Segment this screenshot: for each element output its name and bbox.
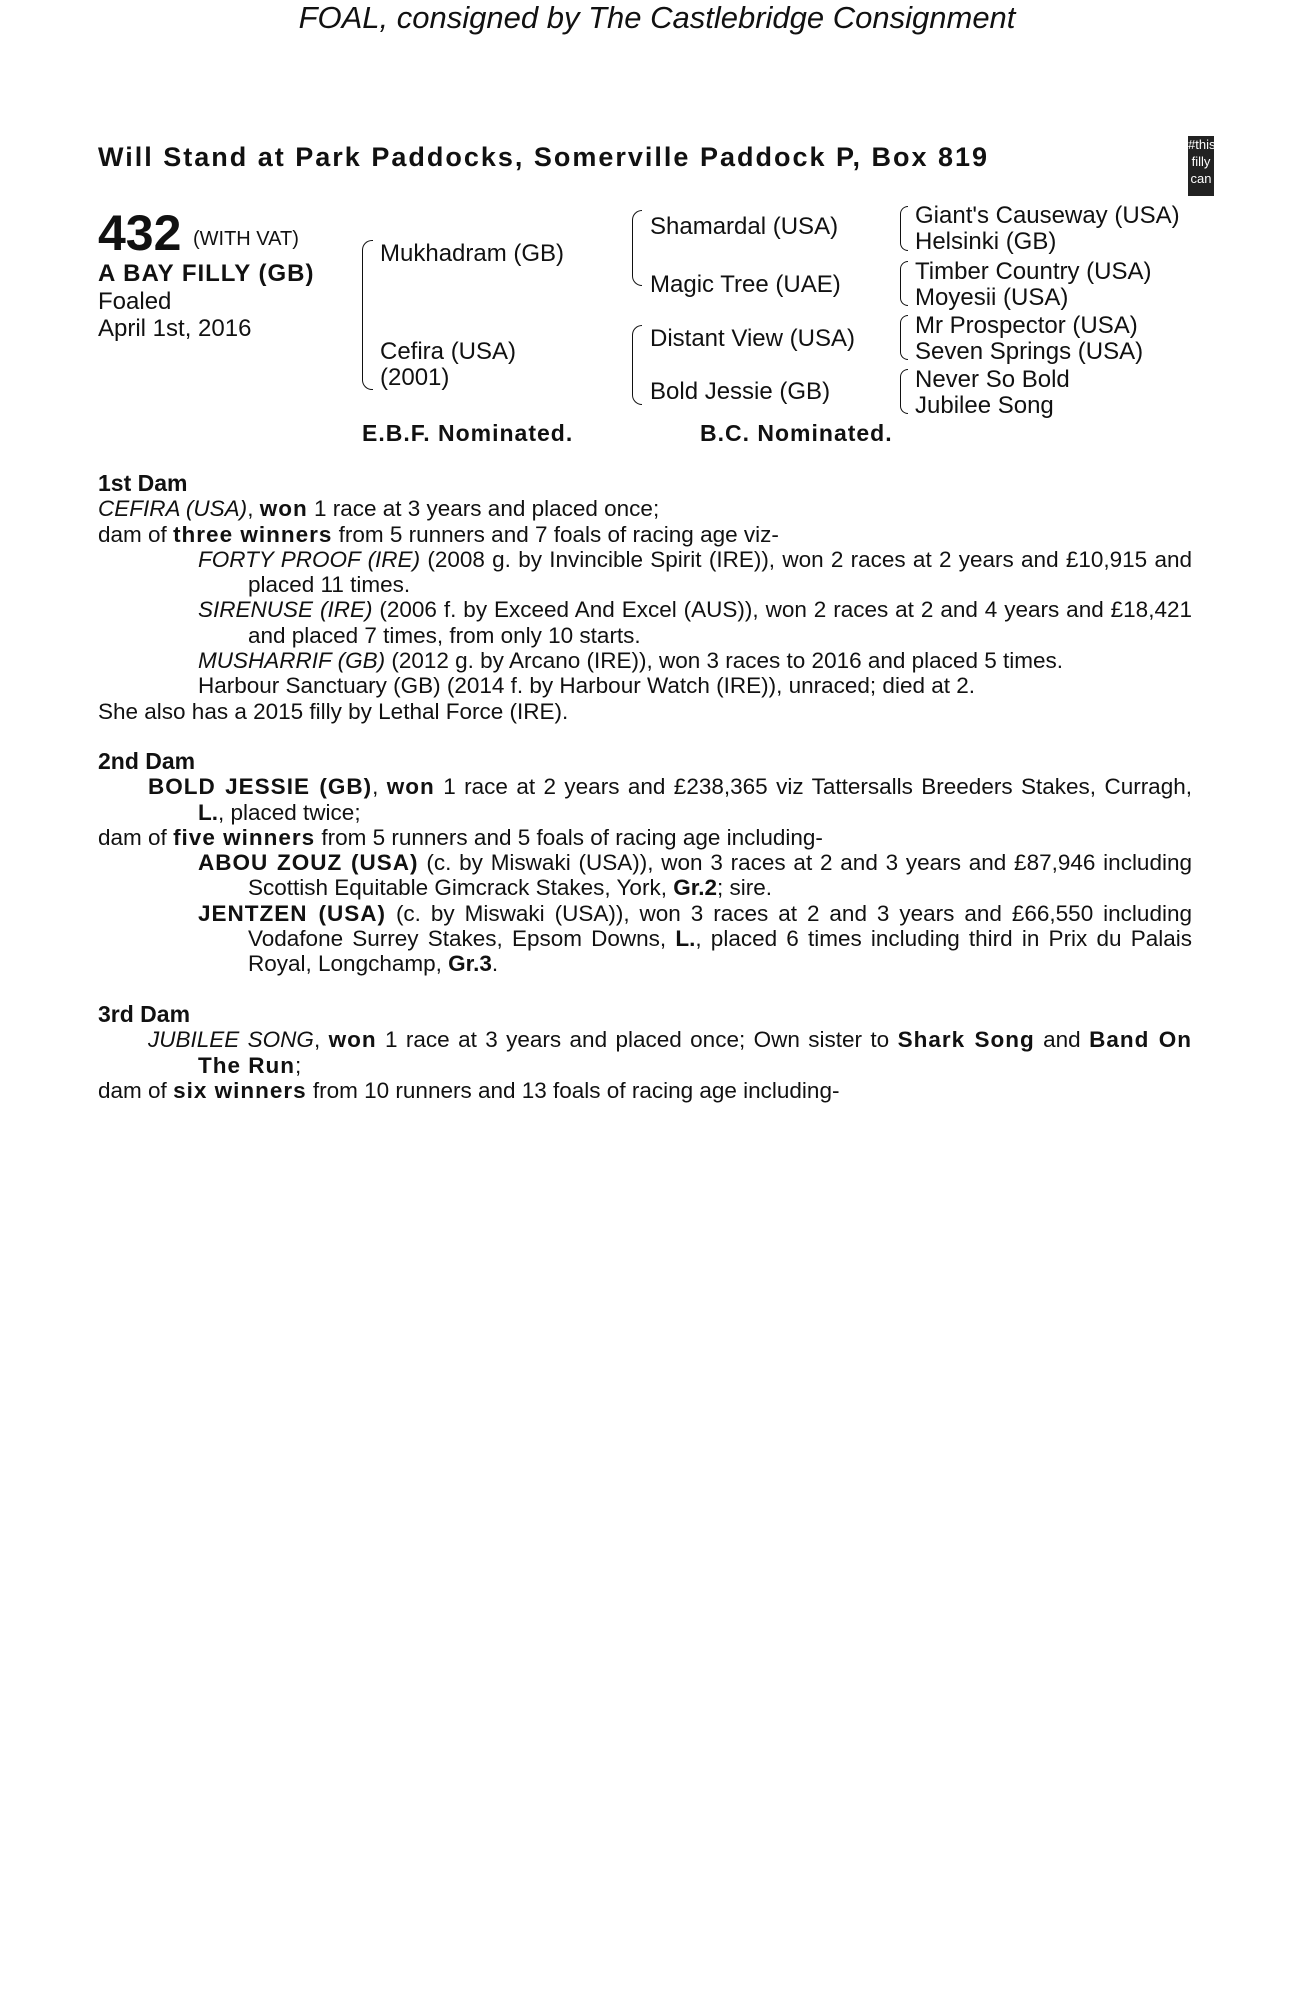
first-dam-record: CEFIRA (USA), won 1 race at 3 years and placed once; bbox=[98, 496, 660, 522]
dam-name: Cefira (USA) bbox=[380, 338, 517, 365]
second-dam-heading: 2nd Dam bbox=[98, 748, 196, 774]
ebf-nominated: E.B.F. Nominated. bbox=[362, 420, 574, 446]
sire-name: Mukhadram (GB) bbox=[380, 240, 565, 267]
dam-year: (2001) bbox=[380, 364, 450, 391]
progeny-entry: SIRENUSE (IRE) (2006 f. by Exceed And Excel (AUS)), won 2 races at 2 and 4 years and £18,421 and placed 7 times, from only 10 starts. bbox=[198, 597, 1192, 648]
g3-ancestor: Mr Prospector (USA) bbox=[915, 312, 1138, 339]
stand-location: Will Stand at Park Paddocks, Somerville Paddock P, Box 819 bbox=[98, 142, 990, 172]
second-dam-record: BOLD JESSIE (GB), won 1 race at 2 years and £238,365 viz Tattersalls Breeders Stakes, Curragh, L., placed twice; bbox=[148, 774, 1192, 825]
dam-dam: Bold Jessie (GB) bbox=[650, 378, 831, 405]
bc-nominated: B.C. Nominated. bbox=[700, 420, 893, 446]
progeny-note: She also has a 2015 filly by Lethal Force (IRE). bbox=[98, 698, 569, 724]
second-dam-section bbox=[98, 749, 1192, 977]
sire-sire: Shamardal (USA) bbox=[650, 213, 839, 240]
second-dam-produce-summary: dam of five winners from 5 runners and 5 foals of racing age including- bbox=[98, 824, 823, 850]
g3-bracket-1 bbox=[900, 206, 908, 251]
first-dam-section bbox=[98, 471, 1192, 724]
vat-note: (WITH VAT) bbox=[193, 228, 299, 250]
lot-number: 432 bbox=[98, 205, 182, 261]
progeny-entry: ABOU ZOUZ (USA) (c. by Miswaki (USA)), won 3 races at 2 and 3 years and £87,946 including Scottish Equitable Gimcrack Stakes, York, Gr.2; sire. bbox=[198, 850, 1192, 901]
g3-ancestor: Helsinki (GB) bbox=[915, 228, 1057, 255]
consignment-title: FOAL, consigned by The Castlebridge Consignment bbox=[298, 0, 1016, 35]
g3-bracket-2 bbox=[900, 261, 908, 306]
first-dam-heading: 1st Dam bbox=[98, 470, 188, 496]
g3-ancestor: Moyesii (USA) bbox=[915, 284, 1069, 311]
dam-parents-bracket bbox=[632, 325, 642, 405]
sire-dam-bracket bbox=[362, 240, 373, 390]
foaled-info: Foaled April 1st, 2016 bbox=[98, 288, 252, 342]
progeny-entry: FORTY PROOF (IRE) (2008 g. by Invincible Spirit (IRE)), won 2 races at 2 years and £10,915 and placed 11 times. bbox=[198, 546, 1192, 598]
progeny-entry: MUSHARRIF (GB) (2012 g. by Arcano (IRE)), won 3 races to 2016 and placed 5 times. bbox=[198, 648, 1063, 674]
g3-ancestor: Seven Springs (USA) bbox=[915, 338, 1144, 365]
g3-bracket-4 bbox=[900, 369, 908, 414]
sire-dam: Magic Tree (UAE) bbox=[650, 271, 841, 298]
progeny-entry: Harbour Sanctuary (GB) (2014 f. by Harbour Watch (IRE)), unraced; died at 2. bbox=[198, 673, 975, 699]
first-dam-produce-summary: dam of three winners from 5 runners and 7 foals of racing age viz- bbox=[98, 521, 779, 547]
g3-ancestor: Giant's Causeway (USA) bbox=[915, 202, 1180, 229]
g3-ancestor: Timber Country (USA) bbox=[915, 258, 1152, 285]
g3-ancestor: Jubilee Song bbox=[915, 392, 1054, 419]
g3-ancestor: Never So Bold bbox=[915, 366, 1070, 393]
third-dam-produce-summary: dam of six winners from 10 runners and 13 foals of racing age including- bbox=[98, 1077, 840, 1103]
third-dam-heading: 3rd Dam bbox=[98, 1001, 191, 1027]
horse-name: A BAY FILLY (GB) bbox=[98, 260, 315, 287]
g3-bracket-3 bbox=[900, 315, 908, 360]
this-filly-can-logo: #this filly can bbox=[1188, 136, 1214, 196]
third-dam-section bbox=[98, 1002, 1192, 1103]
dam-sire: Distant View (USA) bbox=[650, 325, 855, 352]
progeny-entry: JENTZEN (USA) (c. by Miswaki (USA)), won 3 races at 2 and 3 years and £66,550 including Vodafone Surrey Stakes, Epsom Downs, L., placed 6 times including third in Prix du Palais Royal, Longchamp, Gr.3. bbox=[198, 900, 1192, 977]
third-dam-record: JUBILEE SONG, won 1 race at 3 years and placed once; Own sister to Shark Song and Band On The Run; bbox=[148, 1027, 1192, 1078]
sire-parents-bracket bbox=[632, 210, 642, 286]
